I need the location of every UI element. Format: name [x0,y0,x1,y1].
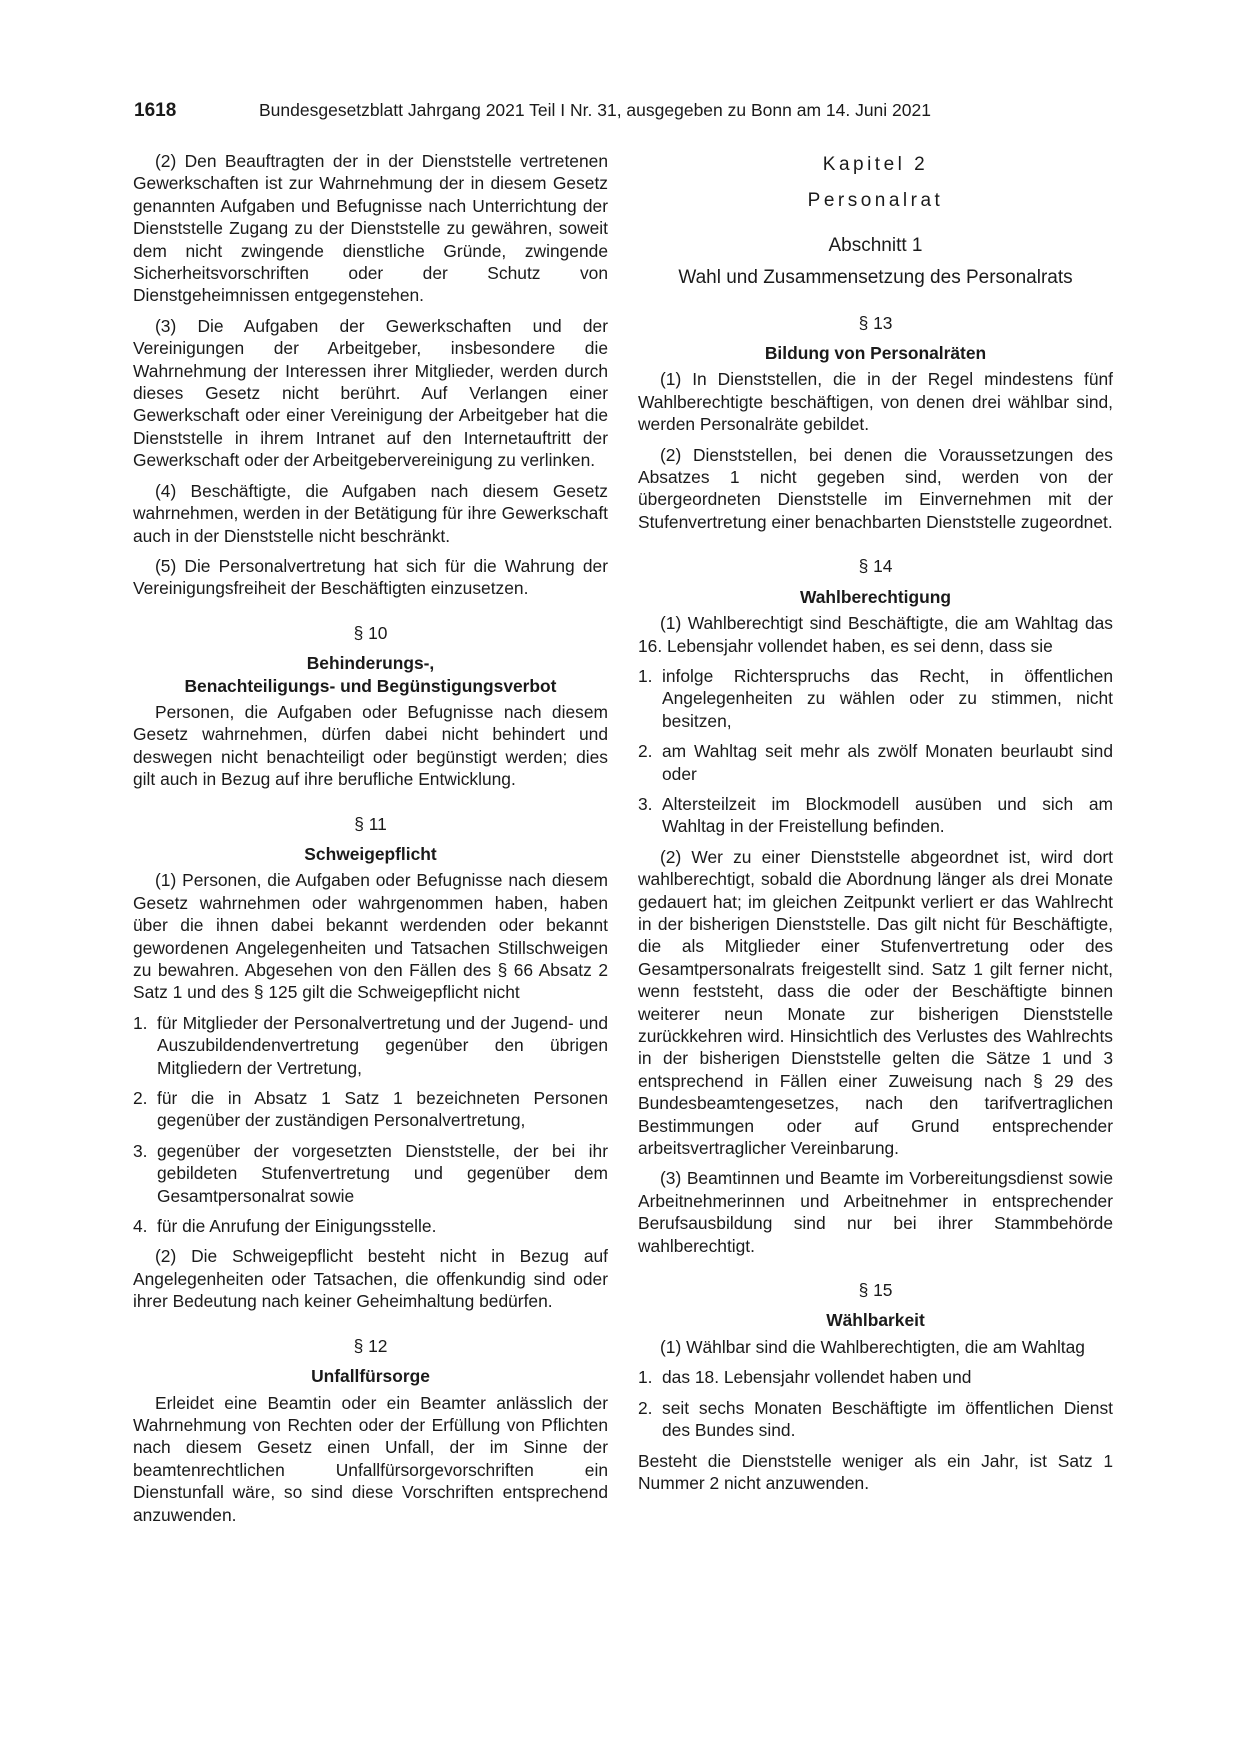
section-15-number: § 15 [858,1280,893,1301]
paragraph-9-5: (5) Die Personalvertretung hat sich für die Wahrung der Vereinigungsfreiheit der Beschäftigten einzusetzen. [133,555,608,599]
section-14-number: § 14 [858,556,893,577]
paragraph-9-4: (4) Beschäftigte, die Aufgaben nach diesem Gesetz wahrnehmen, werden in der Betätigung für ihre Gewerkschaft auch in der Dienststelle nicht beschränkt. [133,480,608,546]
section-10-title-line-1: Behinderungs-, [306,653,435,674]
section-11-title: Schweigepflicht [304,843,437,864]
section-heading: Abschnitt 1 [828,234,923,256]
section-13-title: Bildung von Personalräten [764,343,987,364]
list-item: 1. für Mitglieder der Personalvertretung und der Jugend- und Auszubildendenvertretung gegenüber den übrigen Mitgliedern der Vertretung, [133,1012,608,1078]
section-12-text: Erleidet eine Beamtin oder ein Beamter anlässlich der Wahrnehmung von Rechten oder der Erfüllung von Pflichten nach diesem Gesetz einen Unfall, der im Sinne der beamtenrechtlichen Unfallfürsorgevorschriften ein Dienstunfall wäre, so sind diese Vorschriften entsprechend anzuwenden. [133,1392,608,1525]
section-13-paragraph-2: (2) Dienststellen, bei denen die Voraussetzungen des Absatzes 1 nicht gegeben sind, werden von der übergeordneten Dienststelle im Einvernehmen mit der Stufenvertretung einer benachbarten Dienststelle zugeordnet. [638,444,1113,532]
list-item: 3. gegenüber der vorgesetzten Dienststelle, der bei ihr gebildeten Stufenvertretung und gegenüber dem Gesamtpersonalrat sowie [133,1140,608,1206]
running-title: Bundesgesetzblatt Jahrgang 2021 Teil I Nr. 31, ausgegeben zu Bonn am 14. Juni 2021 [259,100,931,120]
section-11-paragraph-1: (1) Personen, die Aufgaben oder Befugnisse nach diesem Gesetz wahrnehmen oder wahrgenommen haben, haben über die ihnen dabei bekannt werdenden oder bekannt gewordenen Angelegenheiten und Tatsachen Stillschweigen zu bewahren. Abgesehen von den Fällen des § 66 Absatz 2 Satz 1 und des § 125 gilt die Schweigepflicht nicht [133,870,608,1003]
section-10-title-line-2: Benachteiligungs- und Begünstigungsverbot [184,675,557,696]
chapter-title: Personalrat [807,190,944,212]
list-item: 3. Altersteilzeit im Blockmodell ausüben und sich am Wahltag in der Freistellung befinden. [638,793,1113,837]
list-item: 2. am Wahltag seit mehr als zwölf Monaten beurlaubt sind oder [638,741,1113,784]
right-column [638,150,1113,1502]
section-15-paragraph-2: Besteht die Dienststelle weniger als ein Jahr, ist Satz 1 Nummer 2 nicht anzuwenden. [638,1450,1113,1493]
section-13-number: § 13 [858,312,893,333]
chapter-heading: Kapitel 2 [822,154,929,175]
section-10-number: § 10 [353,622,388,643]
section-15-title: Wählbarkeit [826,1310,925,1331]
list-item: 2. für die in Absatz 1 Satz 1 bezeichneten Personen gegenüber der zuständigen Personalvertretung, [133,1088,608,1131]
list-item: 1. infolge Richterspruchs das Recht, in öffentlichen Angelegenheiten zu wählen oder zu stimmen, nicht besitzen, [638,665,1113,731]
section-11-paragraph-2: (2) Die Schweigepflicht besteht nicht in Bezug auf Angelegenheiten oder Tatsachen, die offenkundig sind oder ihrer Bedeutung nach keiner Geheimhaltung bedürfen. [133,1246,608,1312]
list-item: 1. das 18. Lebensjahr vollendet haben und [638,1367,972,1388]
left-column [133,150,608,1534]
section-14-paragraph-3: (3) Beamtinnen und Beamte im Vorbereitungsdienst sowie Arbeitnehmerinnen und Arbeitnehmer in entsprechender Berufsausbildung sind nur bei ihrer Stammbehörde wahlberechtigt. [638,1168,1113,1256]
section-11-number: § 11 [354,813,387,834]
section-12-number: § 12 [353,1335,388,1356]
section-14-title: Wahlberechtigung [799,586,952,607]
paragraph-9-3: (3) Die Aufgaben der Gewerkschaften und der Vereinigungen der Arbeitgeber, insbesondere die Wahrnehmung der Interessen ihrer Mitglieder, werden durch dieses Gesetz nicht berührt. Auf Verlangen einer Gewerkschaft oder einer Vereinigung der Arbeitgeber hat die Dienststelle in ihrem Intranet auf den Internetauftritt der Gewerkschaft oder der Arbeitgebervereinigung zu verlinken. [133,315,608,471]
paragraph-9-2: (2) Den Beauftragten der in der Dienststelle vertretenen Gewerkschaften ist zur Wahrnehmung der in diesem Gesetz genannten Aufgaben und Befugnisse nach Unterrichtung der Dienststelle Zugang zu der Dienststelle zu gewähren, soweit dem nicht zwingende dienstliche Gründe, zwingende Sicherheitsvorschriften oder der Schutz von Dienstgeheimnissen entgegenstehen. [133,151,608,306]
section-14-paragraph-1: (1) Wahlberechtigt sind Beschäftigte, die am Wahltag das 16. Lebensjahr vollendet haben, es sei denn, dass sie [638,613,1113,656]
section-10-text: Personen, die Aufgaben oder Befugnisse nach diesem Gesetz wahrnehmen, dürfen dabei nicht behindert und deswegen nicht benachteiligt oder begünstigt werden; dies gilt auch in Bezug auf ihre berufliche Entwicklung. [133,701,608,790]
section-title: Wahl und Zusammensetzung des Personalrats [678,267,1073,289]
list-item: 2. seit sechs Monaten Beschäftigte im öffentlichen Dienst des Bundes sind. [638,1397,1113,1441]
section-13-paragraph-1: (1) In Dienststellen, die in der Regel mindestens fünf Wahlberechtigte beschäftigen, von denen drei wählbar sind, werden Personalräte gebildet. [638,369,1113,435]
list-item: 4. für die Anrufung der Einigungsstelle. [133,1216,437,1237]
page-number: 1618 [134,100,177,121]
page-header [134,100,1114,130]
section-15-paragraph-1: (1) Wählbar sind die Wahlberechtigten, die am Wahltag [660,1336,1085,1357]
section-12-title: Unfallfürsorge [311,1366,430,1387]
section-14-paragraph-2: (2) Wer zu einer Dienststelle abgeordnet ist, wird dort wahlberechtigt, sobald die Abordnung länger als drei Monate gedauert hat; im gleichen Zeitpunkt verliert er das Wahlrecht in der bisherigen Dienststelle. Das gilt nicht für Beschäftigte, die als Mitglieder einer Stufenvertretung oder des Gesamtpersonalrats freigestellt sind. Satz 1 gilt ferner nicht, wenn feststeht, dass die oder der Beschäftigte binnen weiterer neun Monate zur bisherigen Dienststelle zurückkehren wird. Hinsichtlich des Verlustes des Wahlrechts in der bisherigen Dienststelle gelten die Sätze 1 und 3 entsprechend in Fällen einer Zuweisung nach § 29 des Bundesbeamtengesetzes, nach den tarifvertraglichen Bestimmungen oder auf Grund entsprechender arbeitsvertraglicher Vereinbarung. [638,846,1113,1159]
